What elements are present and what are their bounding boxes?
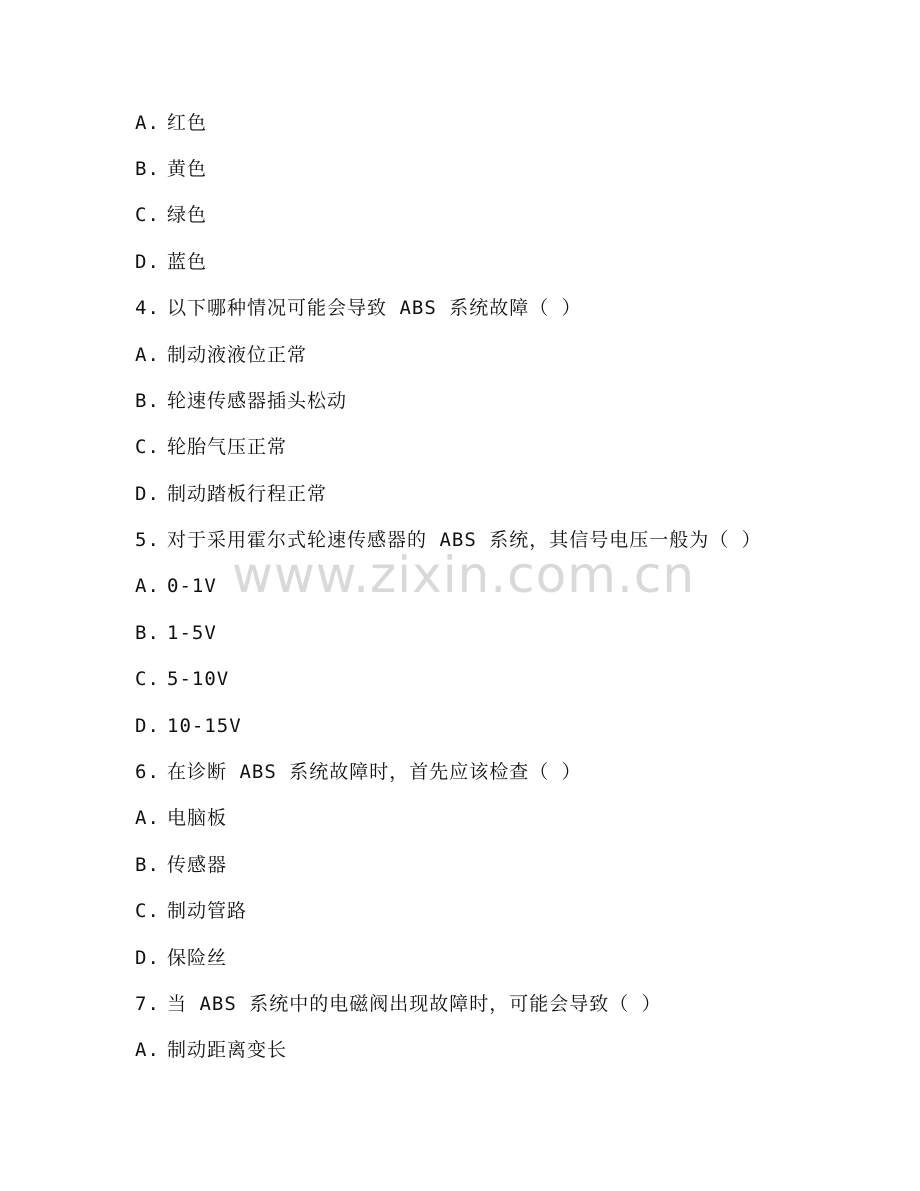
option-text: 电脑板: [167, 807, 228, 829]
option-line: [135, 803, 227, 833]
option-text: 5-10V: [167, 668, 230, 690]
option-line: [135, 200, 207, 230]
option-marker: A.: [135, 112, 160, 134]
question-text: 以下哪种情况可能会导致 ABS 系统故障（ ）: [167, 297, 582, 319]
option-marker: D.: [135, 947, 160, 969]
option-line: [135, 340, 307, 370]
option-marker: D.: [135, 483, 160, 505]
option-marker: C.: [135, 436, 160, 458]
option-line: [135, 618, 217, 648]
option-marker: D.: [135, 251, 160, 273]
watermark: www.zixin.com.cn: [232, 546, 696, 604]
option-text: 制动距离变长: [167, 1039, 288, 1061]
question-number: 6.: [135, 761, 160, 783]
option-text: 制动管路: [167, 900, 248, 922]
option-text: 轮胎气压正常: [167, 436, 288, 458]
option-line: [135, 432, 287, 462]
question-line: [135, 757, 582, 787]
option-text: 制动踏板行程正常: [167, 483, 328, 505]
option-text: 蓝色: [167, 251, 208, 273]
option-marker: A.: [135, 807, 160, 829]
question-line: [135, 293, 582, 323]
option-line: [135, 247, 207, 277]
option-text: 轮速传感器插头松动: [167, 390, 348, 412]
option-marker: B.: [135, 854, 160, 876]
option-text: 黄色: [167, 158, 208, 180]
option-text: 绿色: [167, 204, 208, 226]
option-line: [135, 711, 242, 741]
option-text: 传感器: [167, 854, 228, 876]
option-marker: B.: [135, 158, 160, 180]
option-marker: C.: [135, 204, 160, 226]
option-line: [135, 154, 207, 184]
option-text: 制动液液位正常: [167, 344, 308, 366]
question-line: [135, 989, 662, 1019]
option-text: 保险丝: [167, 947, 228, 969]
question-text: 对于采用霍尔式轮速传感器的 ABS 系统，其信号电压一般为（ ）: [167, 529, 762, 551]
option-marker: C.: [135, 900, 160, 922]
option-line: [135, 108, 207, 138]
question-text: 在诊断 ABS 系统故障时，首先应该检查（ ）: [167, 761, 582, 783]
option-marker: D.: [135, 715, 160, 737]
option-text: 红色: [167, 112, 208, 134]
option-line: [135, 1035, 287, 1065]
option-line: [135, 850, 227, 880]
option-marker: C.: [135, 668, 160, 690]
question-number: 7.: [135, 993, 160, 1015]
option-marker: A.: [135, 344, 160, 366]
option-marker: B.: [135, 390, 160, 412]
option-text: 0-1V: [167, 575, 217, 597]
question-number: 4.: [135, 297, 160, 319]
question-number: 5.: [135, 529, 160, 551]
option-line: [135, 386, 347, 416]
question-text: 当 ABS 系统中的电磁阀出现故障时，可能会导致（ ）: [167, 993, 662, 1015]
option-line: [135, 664, 229, 694]
option-line: [135, 571, 217, 601]
option-line: [135, 479, 327, 509]
option-marker: A.: [135, 575, 160, 597]
option-marker: B.: [135, 622, 160, 644]
option-text: 1-5V: [167, 622, 217, 644]
option-text: 10-15V: [167, 715, 242, 737]
option-line: [135, 896, 247, 926]
option-line: [135, 943, 227, 973]
option-marker: A.: [135, 1039, 160, 1061]
